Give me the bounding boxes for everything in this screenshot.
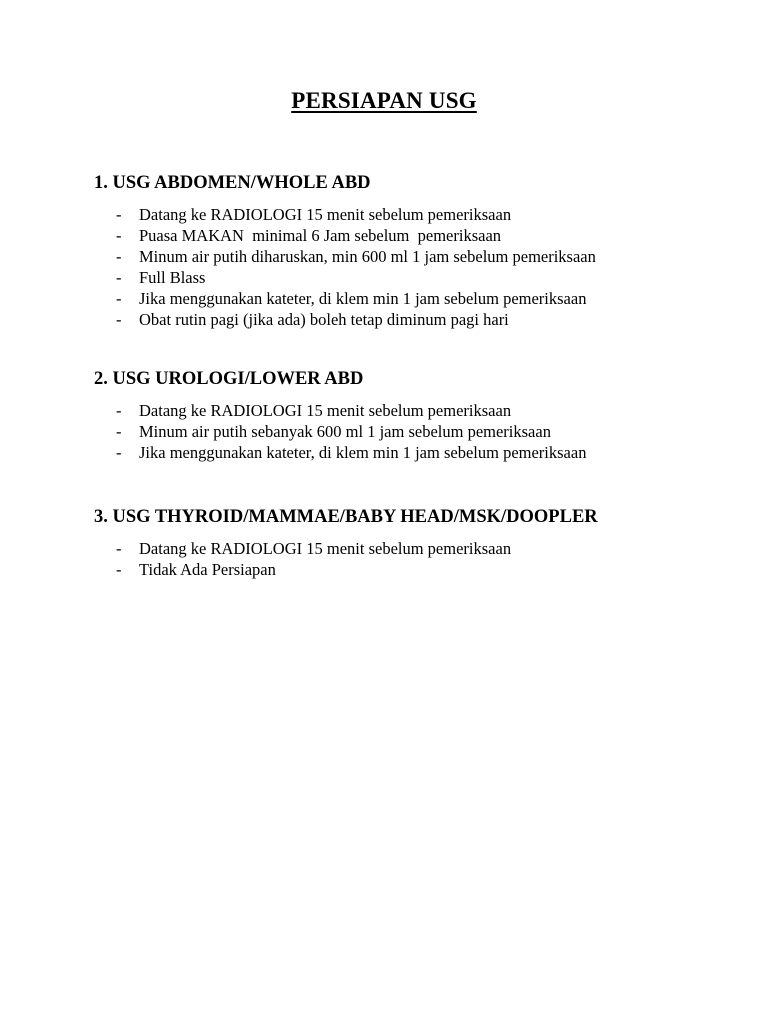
list-item [94, 421, 714, 442]
list-item-text: Minum air putih diharuskan, min 600 ml 1 jam sebelum pemeriksaan [139, 247, 596, 266]
section-heading: 3. USG THYROID/MAMMAE/BABY HEAD/MSK/DOOPLER [94, 507, 598, 527]
bullet-dash: - [116, 401, 122, 420]
bullet-dash: - [116, 539, 122, 558]
section-heading: 1. USG ABDOMEN/WHOLE ABD [94, 173, 371, 193]
list-item [94, 267, 714, 288]
list-item-text: Datang ke RADIOLOGI 15 menit sebelum pemeriksaan [139, 539, 512, 558]
section-usg-abdomen [94, 172, 714, 330]
bullet-dash: - [116, 268, 122, 287]
list-item-text: Puasa MAKAN minimal 6 Jam sebelum pemeriksaan [139, 226, 502, 245]
list-item-text: Datang ke RADIOLOGI 15 menit sebelum pemeriksaan [139, 205, 512, 224]
list-item [94, 309, 714, 330]
list-item [94, 400, 714, 421]
section-usg-urologi [94, 368, 714, 463]
bullet-dash: - [116, 247, 122, 266]
document-title: PERSIAPAN USG [291, 88, 477, 113]
bullet-dash: - [116, 422, 122, 441]
instruction-list [94, 204, 714, 330]
list-item [94, 559, 714, 580]
bullet-dash: - [116, 443, 122, 462]
list-item [94, 225, 714, 246]
instruction-list [94, 538, 714, 580]
list-item [94, 288, 714, 309]
list-item [94, 246, 714, 267]
bullet-dash: - [116, 560, 122, 579]
list-item [94, 442, 714, 463]
list-item-text: Jika menggunakan kateter, di klem min 1 jam sebelum pemeriksaan [139, 289, 587, 308]
instruction-list [94, 400, 714, 463]
list-item-text: Datang ke RADIOLOGI 15 menit sebelum pemeriksaan [139, 401, 512, 420]
section-heading: 2. USG UROLOGI/LOWER ABD [94, 369, 364, 389]
bullet-dash: - [116, 289, 122, 308]
list-item-text: Obat rutin pagi (jika ada) boleh tetap diminum pagi hari [139, 310, 509, 329]
list-item-text: Full Blass [139, 268, 206, 287]
section-usg-thyroid [94, 506, 714, 580]
bullet-dash: - [116, 226, 122, 245]
list-item [94, 204, 714, 225]
bullet-dash: - [116, 205, 122, 224]
bullet-dash: - [116, 310, 122, 329]
list-item [94, 538, 714, 559]
list-item-text: Tidak Ada Persiapan [139, 560, 276, 579]
list-item-text: Jika menggunakan kateter, di klem min 1 jam sebelum pemeriksaan [139, 443, 587, 462]
list-item-text: Minum air putih sebanyak 600 ml 1 jam sebelum pemeriksaan [139, 422, 551, 441]
